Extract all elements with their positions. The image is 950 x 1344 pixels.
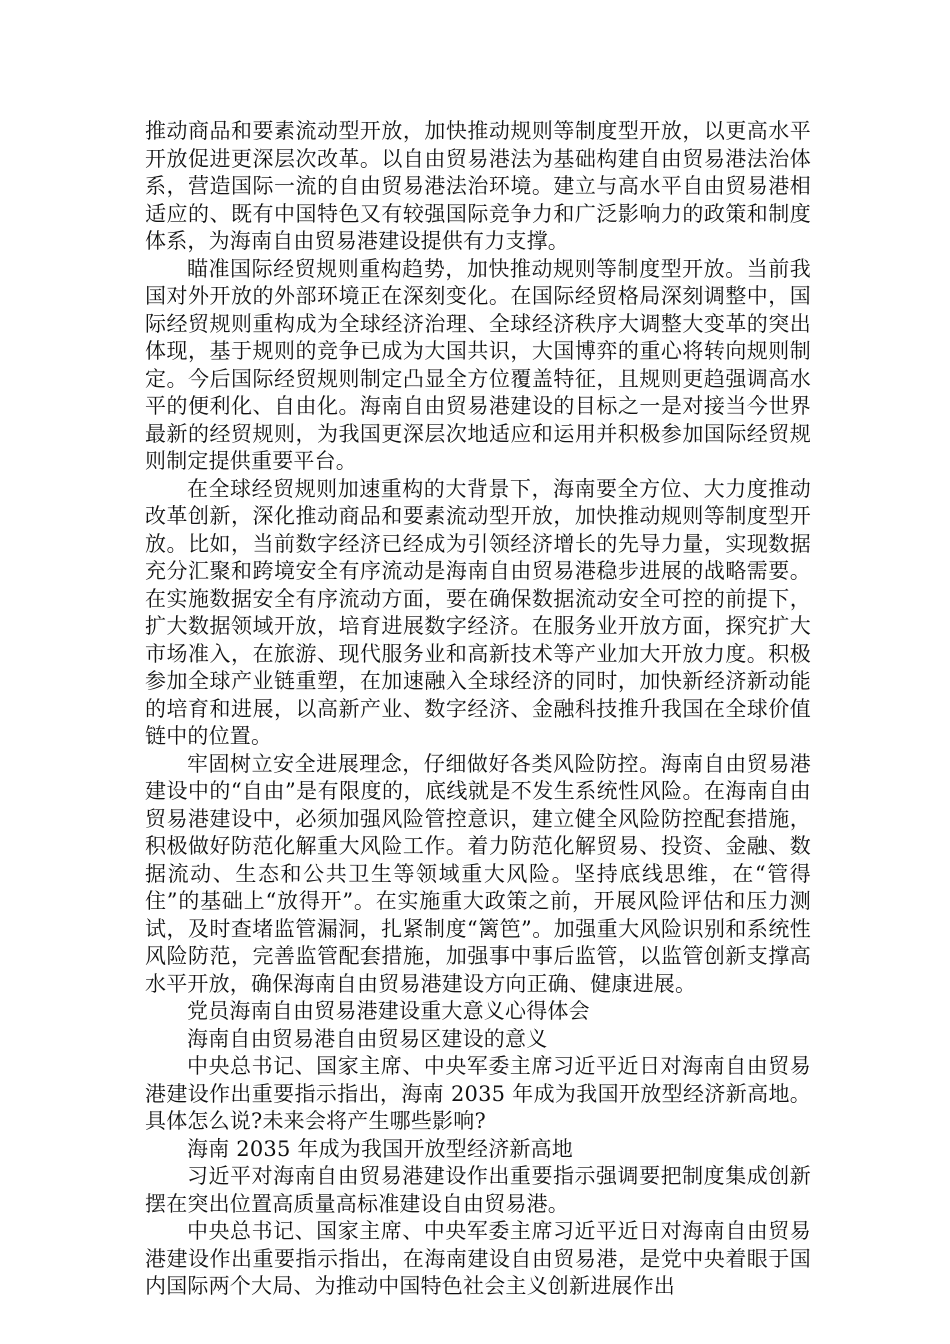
document-body — [145, 118, 811, 1301]
paragraph-1: 推动商品和要素流动型开放，加快推动规则等制度型开放，以更高水平开放促进更深层次改革。以自由贸易港法为基础构建自由贸易港法治体系，营造国际一流的自由贸易港法治环境。建立与高水平自由贸易港相适应的、既有中国特色又有较强国际竞争力和广泛影响力的政策和制度体系，为海南自由贸易港建设提供有力支撑。 — [145, 119, 811, 253]
paragraph-8-heading: 海南 2035 年成为我国开放型经济新高地 — [187, 1136, 573, 1161]
paragraph-7: 中央总书记、国家主席、中央军委主席习近平近日对海南自由贸易港建设作出重要指示指出，海南 2035 年成为我国开放型经济新高地。具体怎么说?未来会将产生哪些影响? — [145, 1054, 811, 1133]
paragraph-10: 中央总书记、国家主席、中央军委主席习近平近日对海南自由贸易港建设作出重要指示指出，在海南建设自由贸易港，是党中央着眼于国内国际两个大局、为推动中国特色社会主义创新进展作出 — [145, 1219, 811, 1298]
paragraph-5-heading: 党员海南自由贸易港建设重大意义心得体会 — [187, 999, 590, 1023]
paragraph-9: 习近平对海南自由贸易港建设作出重要指示强调要把制度集成创新摆在突出位置高质量高标准建设自由贸易港。 — [145, 1164, 811, 1216]
paragraph-6-heading: 海南自由贸易港自由贸易区建设的意义 — [187, 1026, 548, 1051]
paragraph-4: 牢固树立安全进展理念，仔细做好各类风险防控。海南自由贸易港建设中的“自由”是有限度的，底线就是不发生系统性风险。在海南自由贸易港建设中，必须加强风险管控意识，建立健全风险防控配套措施，积极做好防范化解重大风险工作。着力防范化解贸易、投资、金融、数据流动、生态和公共卫生等领域重大风险。坚持底线思维，在“管得住”的基础上“放得开”。在实施重大政策之前，开展风险评估和压力测试，及时查堵监管漏洞，扎紧制度“篱笆”。加强重大风险识别和系统性风险防范，完善监管配套措施，加强事中事后监管，以监管创新支撑高水平开放，确保海南自由贸易港建设方向正确、健康进展。 — [145, 751, 811, 996]
paragraph-2: 瞄准国际经贸规则重构趋势，加快推动规则等制度型开放。当前我国对外开放的外部环境正在深刻变化。在国际经贸格局深刻调整中，国际经贸规则重构成为全球经济治理、全球经济秩序大调整大变革的突出体现，基于规则的竞争已成为大国共识，大国博弈的重心将转向规则制定。今后国际经贸规则制定凸显全方位覆盖特征，且规则更趋强调高水平的便利化、自由化。海南自由贸易港建设的目标之一是对接当今世界最新的经贸规则，为我国更深层次地适应和运用并积极参加国际经贸规则制定提供重要平台。 — [145, 256, 811, 473]
paragraph-3: 在全球经贸规则加速重构的大背景下，海南要全方位、大力度推动改革创新，深化推动商品和要素流动型开放，加快推动规则等制度型开放。比如，当前数字经济已经成为引领经济增长的先导力量，实现数据充分汇聚和跨境安全有序流动是海南自由贸易港稳步进展的战略需要。在实施数据安全有序流动方面，要在确保数据流动安全可控的前提下，扩大数据领域开放，培育进展数字经济。在服务业开放方面，探究扩大市场准入，在旅游、现代服务业和高新技术等产业加大开放力度。积极参加全球产业链重塑，在加速融入全球经济的同时，加快新经济新动能的培育和进展，以高新产业、数字经济、金融科技推升我国在全球价值链中的位置。 — [145, 476, 811, 748]
